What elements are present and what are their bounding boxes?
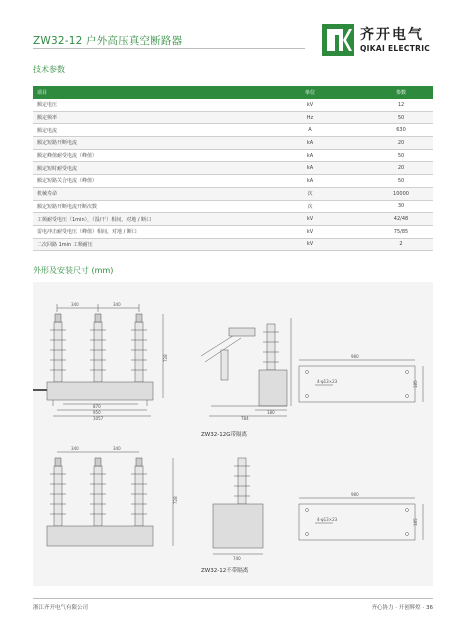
spec-value-cell: 50 [369,111,433,124]
dim-top-980: 980 [351,354,359,359]
table-row [33,213,433,226]
col-header-value: 参数 [369,86,433,99]
spec-unit-cell: kV [251,99,369,111]
spec-item-cell: 雷电冲击耐受电压（峰值）相间，对地 / 断口 [33,225,251,238]
spec-item-cell: 工频耐受电压（1min），（湿/干）相间，对地 / 断口 [33,213,251,226]
footer-divider [33,598,433,599]
table-header-row [33,86,433,99]
dim-top-784: 784 [241,416,249,421]
spec-item-cell: 额定短路关合电流（峰值） [33,175,251,188]
dim-top-340-b: 340 [113,302,121,307]
table-row [33,187,433,200]
footer-separator: · [422,605,426,611]
dimension-drawing [33,282,433,586]
qk-logo-icon [322,24,354,56]
spec-value-cell: 20 [369,137,433,150]
spec-value-cell: 50 [369,149,433,162]
spec-unit-cell: kV [251,213,369,226]
spec-item-cell: 二次回路 1min 工频耐压 [33,238,251,251]
dim-top-728: 728 [163,354,168,362]
table-row [33,200,433,213]
dim-top-870: 870 [93,404,101,409]
spec-value-cell: 20 [369,162,433,175]
table-row [33,124,433,137]
spec-item-cell: 额定电流 [33,124,251,137]
spec-unit-cell: Hz [251,111,369,124]
dim-top-340-a: 340 [71,302,79,307]
table-row [33,175,433,188]
spec-unit-cell: A [251,124,369,137]
dim-bottom-740: 740 [233,556,241,561]
spec-item-cell: 额定短时耐受电流 [33,162,251,175]
logo-name-en: QIKAI ELECTRIC [360,44,431,53]
dim-bottom-340-b: 340 [113,446,121,451]
spec-value-cell: 2 [369,238,433,251]
spec-value-cell: 10000 [369,187,433,200]
spec-value-cell: 12 [369,99,433,111]
section-title-dimensions: 外形及安装尺寸 (mm) [33,266,114,275]
caption-top: ZW32-12G带隔离 [201,432,247,438]
spec-unit-cell: kA [251,137,369,150]
table-row [33,238,433,251]
section-title-specs: 技术参数 [33,65,65,74]
footer-slogan: 齐心协力 · 开创辉煌 [371,605,421,611]
table-row [33,137,433,150]
table-row [33,111,433,124]
header-divider [33,48,305,49]
spec-value-cell: 630 [369,124,433,137]
spec-item-cell: 机械寿命 [33,187,251,200]
spec-value-cell: 30 [369,200,433,213]
dim-bottom-980: 980 [351,492,359,497]
dimension-drawing-svg [33,282,433,586]
spec-table [33,86,433,251]
spec-item-cell: 额定频率 [33,111,251,124]
spec-unit-cell: kV [251,225,369,238]
table-row [33,225,433,238]
spec-item-cell: 额定电压 [33,99,251,111]
spec-value-cell: 42/48 [369,213,433,226]
company-logo [322,24,434,58]
spec-unit-cell: 次 [251,187,369,200]
dim-top-185: 185 [413,380,418,388]
spec-unit-cell: kA [251,162,369,175]
col-header-unit: 单位 [251,86,369,99]
dim-bottom-340-a: 340 [71,446,79,451]
page-number: 36 [426,605,433,611]
spec-unit-cell: kV [251,238,369,251]
spec-unit-cell: kA [251,149,369,162]
dim-bottom-holes: 4-φ13×23 [317,517,338,522]
table-row [33,99,433,111]
logo-name-cn: 齐开电气 [360,27,424,43]
spec-unit-cell: 次 [251,200,369,213]
page-title: ZW32-12 户外高压真空断路器 [33,35,183,47]
caption-bottom: ZW32-12不带隔离 [201,568,249,574]
dim-top-1057: 1057 [93,416,104,421]
dim-top-holes: 4-φ13×23 [317,379,338,384]
spec-value-cell: 50 [369,175,433,188]
table-row [33,149,433,162]
spec-item-cell: 额定短路开断电流 [33,137,251,150]
footer-company: 浙江齐开电气有限公司 [33,605,89,611]
col-header-item: 项目 [33,86,251,99]
dim-top-950: 950 [93,410,101,415]
spec-value-cell: 75/85 [369,225,433,238]
spec-item-cell: 额定短路开断电流开断次数 [33,200,251,213]
dim-bottom-728: 728 [173,496,178,504]
footer-slogan-page [372,603,434,611]
spec-unit-cell: kA [251,175,369,188]
table-row [33,162,433,175]
spec-item-cell: 额定峰值耐受电流（峰值） [33,149,251,162]
dim-bottom-185: 185 [413,518,418,526]
dim-top-180: 180 [267,410,275,415]
